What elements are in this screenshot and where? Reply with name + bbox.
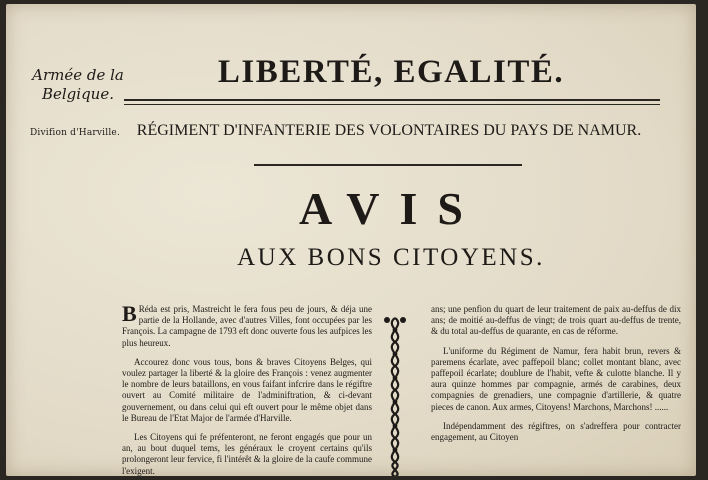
text-column-left bbox=[122, 301, 372, 476]
divider-rule-short bbox=[254, 164, 522, 166]
paragraph: ans; une penfion du quart de leur traitement de paix au-deffus de dix ans; de moitié au-deffus de vingt; de trois quart au-deffus de trente, & du total au-deffus de quarante, en cas de réforme. bbox=[431, 304, 681, 337]
paragraph bbox=[122, 301, 372, 349]
text-column-right bbox=[431, 304, 681, 451]
regiment-heading: RÉGIMENT D'INFANTERIE DES VOLONTAIRES DU PAYS DE NAMUR. bbox=[136, 122, 642, 139]
poster-sheet bbox=[6, 4, 696, 476]
division-label: Divifion d'Harville. bbox=[30, 128, 121, 138]
drop-cap: B bbox=[122, 301, 137, 326]
subtitle-heading: AUX BONS CITOYENS. bbox=[237, 244, 545, 271]
paragraph: L'uniforme du Régiment de Namur, fera habit brun, revers & paremens écarlate, avec paffepoil blanc; collet montant blanc, avec paffepoil écarlate; doublure de l'habit, vefte & culotte blanche. Il y aura quinze hommes par compagnie, armés de carabines, deux compagnies de grenadiers, une compagnie d'artillerie, & quatre pieces de canon. Aux armes, Citoyens! Marchons, Marchons! ...... bbox=[431, 345, 681, 412]
divider-rule-thin bbox=[124, 104, 660, 105]
divider-rule bbox=[124, 99, 660, 101]
army-label: Armée de la Belgique. bbox=[32, 66, 124, 103]
motto-heading: LIBERTÉ, EGALITÉ. bbox=[217, 54, 565, 90]
avis-title: AVIS bbox=[299, 183, 483, 234]
ornamental-divider-icon bbox=[378, 314, 412, 476]
paragraph: Accourez donc vous tous, bons & braves Citoyens Belges, qui voulez partager la liberté & la gloire des François : venez augmenter le nombre de leurs bataillons, en vous faifant infcrire dans le régiftre ouvert au Comité militaire de l'adminiftration, & ci-devant gouvernement, ou dans celui qui eft ouvert pour le même objet dans le Bureau de l'Etat Major de l'armée d'Harville. bbox=[122, 356, 372, 423]
paragraph: Indépendamment des régiftres, on s'adreffera pour contracter engagement, au Citoyen bbox=[431, 420, 681, 443]
paragraph-text: Réda est pris, Mastreicht le fera fous peu de jours, & déja une partie de la Hollande, avec d'autres Villes, font occupées par les François. La campagne de 1793 eft donc ouverte fous les aufpices les plus heureux. bbox=[122, 304, 372, 348]
paragraph: Les Citoyens qui fe préfenteront, ne feront engagés que pour un an, au bout duquel tems, les généraux le croyent certains qu'ils prolongeront leur fervice, fi l'intérêt & la gloire de la caufe commune l'exigent. bbox=[122, 432, 372, 476]
